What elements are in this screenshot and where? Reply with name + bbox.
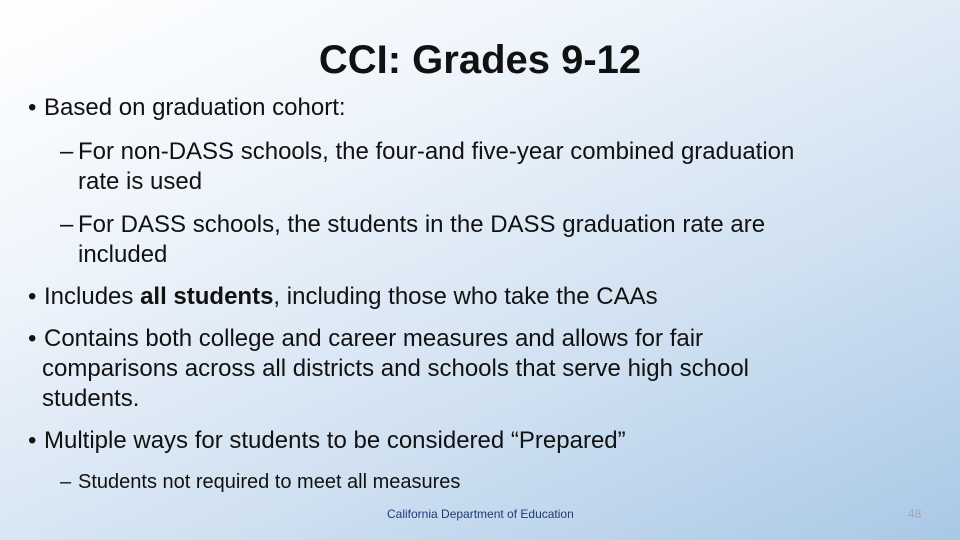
bullet-marker: • — [28, 427, 37, 454]
sub-bullet-2-line-2: included — [78, 241, 168, 268]
dash-marker: – — [60, 211, 74, 238]
dash-marker: – — [60, 471, 72, 493]
sub-bullet-1-line-1: For non-DASS schools, the four-and five-year combined graduation — [78, 138, 795, 165]
bullet-2-text — [44, 282, 658, 312]
bullet-1-text: Based on graduation cohort: — [44, 94, 346, 121]
bullet-2-text-post: , including those who take the CAAs — [273, 283, 658, 310]
bullet-2-text-bold: all students — [140, 283, 274, 310]
footer-organization: California Department of Education — [387, 507, 574, 521]
sub-bullet-2-line-1: For DASS schools, the students in the DASS graduation rate are — [78, 211, 766, 238]
dash-marker: – — [60, 138, 74, 165]
bullet-4-text: Multiple ways for students to be considered “Prepared” — [44, 427, 626, 454]
bullet-3-line-1: Contains both college and career measures and allows for fair — [44, 325, 704, 352]
sub-bullet-3-text: Students not required to meet all measures — [78, 471, 461, 493]
bullet-3-line-2: comparisons across all districts and schools that serve high school — [42, 355, 749, 382]
slide-title: CCI: Grades 9-12 — [318, 38, 642, 82]
sub-bullet-1-line-2: rate is used — [78, 168, 203, 195]
bullet-2-text-pre: Includes — [44, 283, 141, 310]
page-number: 48 — [908, 507, 922, 521]
bullet-marker: • — [28, 283, 37, 310]
bullet-marker: • — [28, 94, 37, 121]
bullet-3-line-3: students. — [42, 385, 140, 412]
bullet-marker: • — [28, 325, 37, 352]
